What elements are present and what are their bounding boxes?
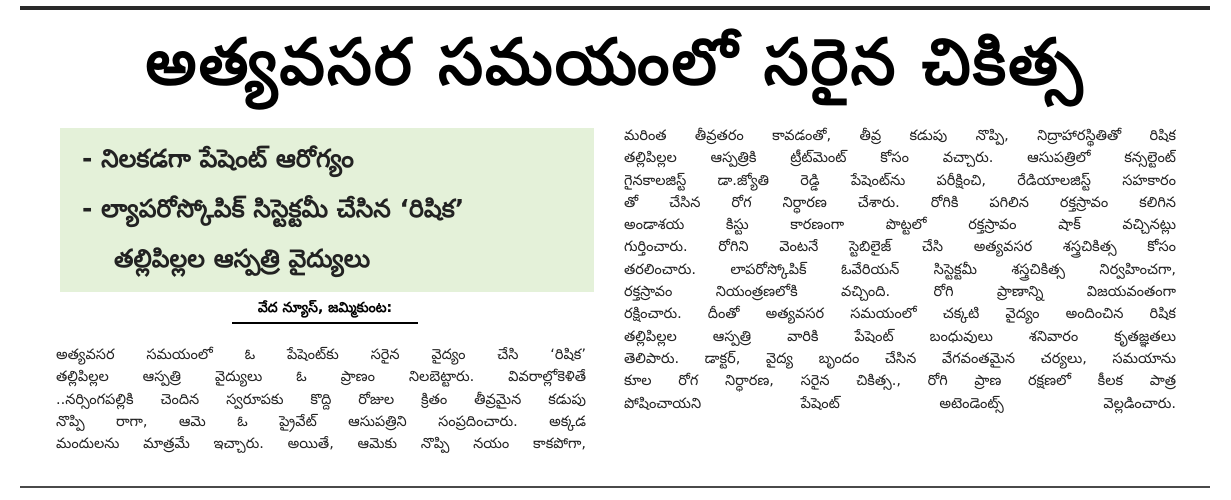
right-line: తో చేసిన రోగ నిర్ధారణ చేశారు. రోగికి పగిలిన రక్తస్రావం కలిగిన (624, 194, 1176, 211)
highlight-line-3: తల్లిపిల్లల ఆస్పత్రి వైద్యులు (114, 244, 371, 273)
highlight-box (60, 128, 594, 292)
article-left-column (56, 344, 586, 455)
right-line: గుర్తించారు. రోగిని వెంటనే స్టెబిలైజ్ చేసి అత్యవసర శస్త్రచికిత్స కోసం (624, 239, 1176, 256)
top-rule (20, 6, 1210, 10)
right-line: గైనకాలజిస్ట్ డా.జ్యోతి రెడ్డి పేషెంట్‌ను పరీక్షించి, రేడియాలజిస్ట్ సహకారం (624, 172, 1176, 189)
right-line: కూల రోగ నిర్ధారణ, సరైన చికిత్స., రోగి ప్రాణ రక్షణలో కీలక పాత్ర (624, 373, 1176, 390)
left-line: అత్యవసర సమయంలో ఓ పేషెంట్‌కు సరైన వైద్యం చేసి ‘రిషిక’ (56, 347, 586, 363)
right-line: పోషించాయని పేషెంట్ అటెండెంట్స్ వెల్లడించారు. (624, 395, 1176, 412)
left-line: తల్లిపిల్లల ఆస్పత్రి వైద్యులు ఓ ప్రాణం నిలబెట్టారు. వివరాల్లోకెళితే (56, 369, 586, 386)
right-line: మరింత తీవ్రతరం కావడంతో, తీవ్ర కడుపు నొప్పి, నిద్రాహారస్థితితో రిషిక (624, 128, 1176, 144)
right-line: తరలించారు. లాపరోస్కోపిక్ ఓవేరియన్ సిస్టెక్టమీ శస్త్రచికిత్స నిర్వహించగా, (624, 261, 1176, 278)
article-right-column (624, 125, 1176, 415)
right-line: రక్షించారు. దీంతో అత్యవసర సమయంలో చక్కటి వైద్యం అందించిన రిషిక (624, 306, 1176, 323)
headline: అత్యవసర సమయంలో సరైన చికిత్స (145, 25, 1085, 100)
right-line: అండాశయ కిస్టు కారణంగా పొట్టలో రక్తస్రావం షాక్ వచ్చినట్లు (624, 217, 1176, 234)
left-line: మందులను మాత్రమే ఇచ్చారు. అయితే, ఆమెకు నొప్పి నయం కాకపోగా, (56, 436, 586, 453)
right-line: తెలిపారు. డాక్టర్, వైద్య బృందం చేసిన వేగవంతమైన చర్యలు, సమయాను (624, 350, 1176, 367)
highlight-line-1: - నిలకడగా పేషెంట్ ఆరోగ్యం (82, 144, 354, 173)
right-line: తల్లిపిల్లల ఆస్పత్రికి ట్రీట్‌మెంట్ కోసం వచ్చారు. ఆసుపత్రిలో కన్సల్టెంట్ (624, 150, 1176, 167)
bottom-rule (20, 486, 1210, 488)
left-line: నొప్పి రాగా, ఆమె ఓ ప్రైవేట్ ఆసుపత్రిని సంప్రదించారు. అక్కడ (56, 413, 586, 430)
right-line: రక్తస్రావం నియంత్రణలోకి వచ్చింది. రోగి ప్రాణాన్ని విజయవంతంగా (624, 284, 1176, 301)
left-line: ..నర్సింగపల్లికి చెందిన స్వరూపకు కొద్ది రోజుల క్రితం తీవ్రమైన కడుపు (56, 391, 586, 408)
byline: వేద న్యూస్, జమ్మికుంట: (232, 300, 418, 324)
highlight-line-2: - ల్యాపరోస్కోపిక్ సిస్టెక్టమీ చేసిన ‘రిషిక’ (82, 194, 465, 223)
right-line: తల్లిపిల్లల ఆస్పత్రి వారికి పేషెంట్ బంధువులు శనివారం కృతజ్ఞతలు (624, 328, 1176, 345)
